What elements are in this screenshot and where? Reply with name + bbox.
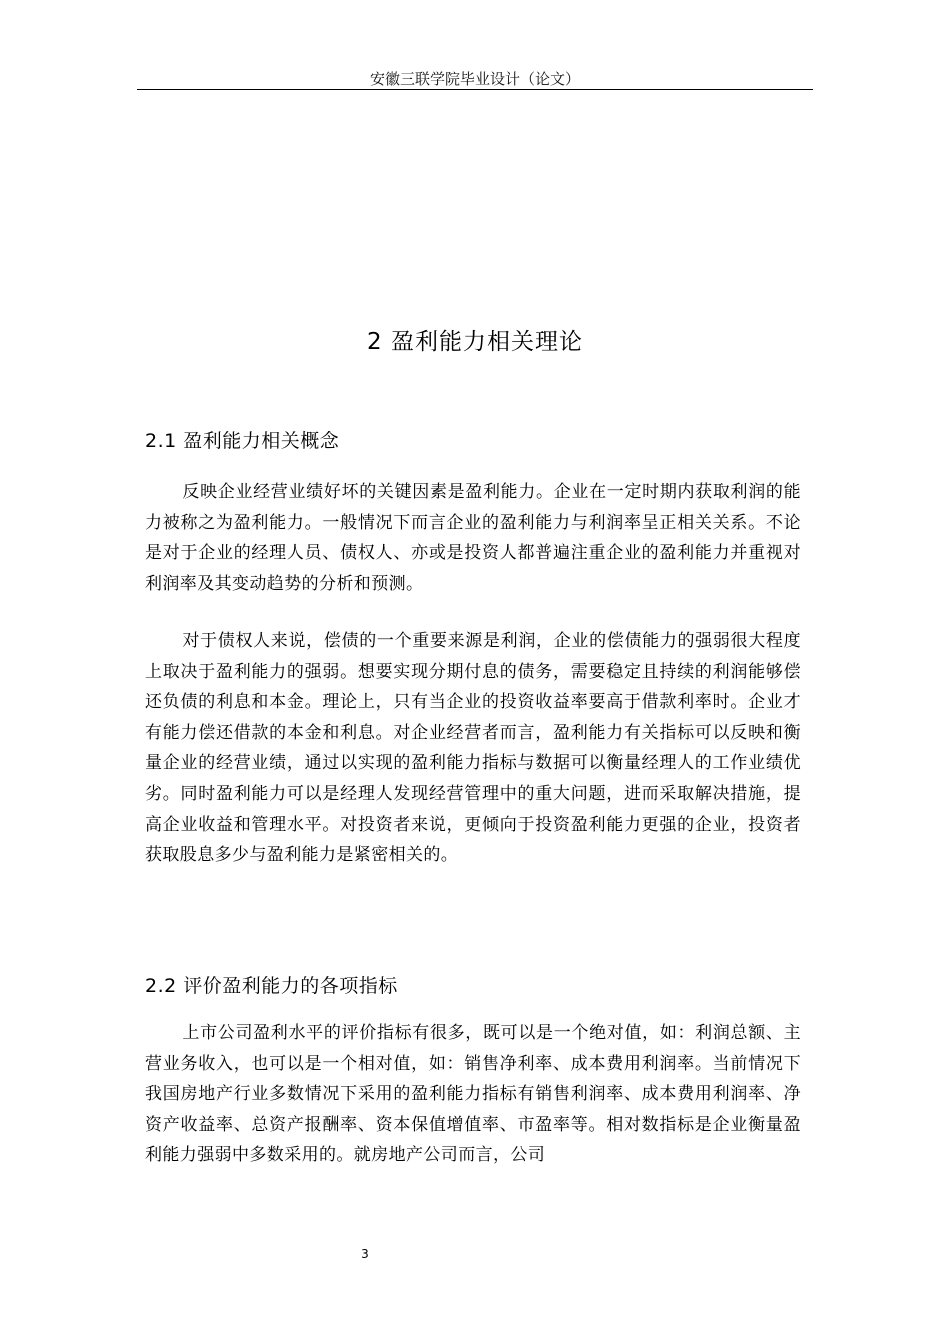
section-title: 2.2 评价盈利能力的各项指标 bbox=[145, 975, 398, 997]
body-paragraph: 上市公司盈利水平的评价指标有很多，既可以是一个绝对值，如：利润总额、主营业务收入，也可以是一个相对值，如：销售净利率、成本费用利润率。当前情况下我国房地产行业多数情况下采用的盈利能力指标有销售利润率、成本费用利润率、净资产收益率、总资产报酬率、资本保值增值率、市盈率等。相对数指标是企业衡量盈利能力强弱中多数采用的。就房地产公司而言，公司 bbox=[145, 1023, 801, 1166]
body-paragraph: 反映企业经营业绩好坏的关键因素是盈利能力。企业在一定时期内获取利润的能力被称之为盈利能力。一般情况下而言企业的盈利能力与利润率呈正相关关系。不论是对于企业的经理人员、债权人、亦或是投资人都普遍注重企业的盈利能力并重视对利润率及其变动趋势的分析和预测。 bbox=[145, 482, 801, 594]
page-header: 安徽三联学院毕业设计（论文） bbox=[369, 70, 580, 88]
section-title: 2.1 盈利能力相关概念 bbox=[145, 430, 340, 452]
chapter-title: 2 盈利能力相关理论 bbox=[367, 329, 583, 355]
page-number: 3 bbox=[361, 1247, 369, 1261]
body-paragraph: 对于债权人来说，偿债的一个重要来源是利润，企业的偿债能力的强弱很大程度上取决于盈利能力的强弱。想要实现分期付息的债务，需要稳定且持续的利润能够偿还负债的利息和本金。理论上，只有当企业的投资收益率要高于借款利率时。企业才有能力偿还借款的本金和利息。对企业经营者而言，盈利能力有关指标可以反映和衡量企业的经营业绩，通过以实现的盈利能力指标与数据可以衡量经理人的工作业绩优劣。同时盈利能力可以是经理人发现经营管理中的重大问题，进而采取解决措施，提高企业收益和管理水平。对投资者来说，更倾向于投资盈利能力更强的企业，投资者获取股息多少与盈利能力是紧密相关的。 bbox=[145, 631, 801, 866]
header-divider bbox=[137, 89, 813, 90]
